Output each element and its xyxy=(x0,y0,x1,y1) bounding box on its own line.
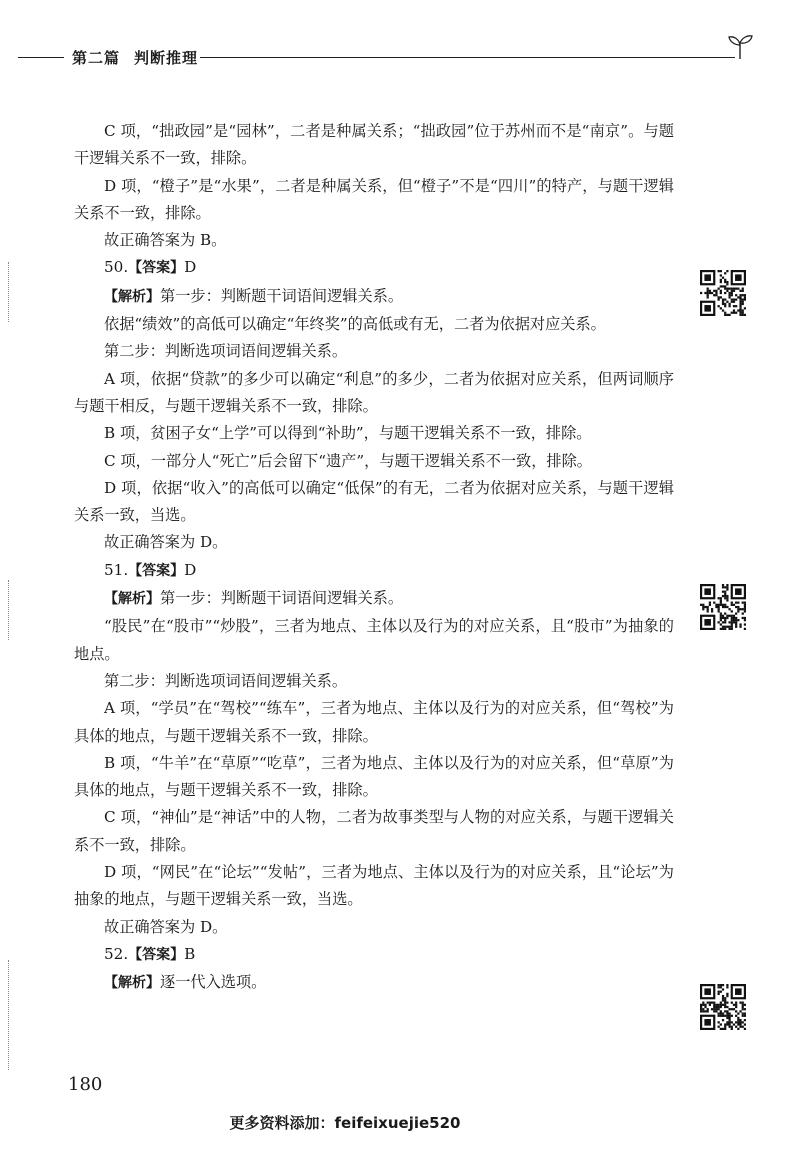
paragraph-text: D 项，“网民”在“论坛”“发帖”，三者为地点、主体以及行为的对应关系，且“论坛”为抽象的地点，与题干逻辑关系一致，当选。 xyxy=(74,863,674,909)
qr-code-icon xyxy=(700,270,746,316)
paragraph-text: “股民”在“股市”“炒股”，三者为地点、主体以及行为的对应关系，且“股市”为抽象的地点。 xyxy=(74,617,674,663)
header-section: 判断推理 xyxy=(134,49,199,67)
paragraph xyxy=(74,420,674,447)
paragraph-text: 依据“绩效”的高低可以确定“年终奖”的高低或有无，二者为依据对应关系。 xyxy=(104,315,606,334)
paragraph-text: 第二步：判断选项词语间逻辑关系。 xyxy=(104,671,347,690)
paragraph xyxy=(74,227,674,254)
header-rule-right xyxy=(200,57,735,58)
paragraph-text: 逐一代入选项。 xyxy=(160,973,267,992)
footer-note xyxy=(0,1112,800,1133)
paragraph xyxy=(74,118,674,173)
paragraph xyxy=(74,475,674,530)
header-title xyxy=(72,47,212,68)
footer-text: 更多资料添加：feifeixuejie520 xyxy=(229,1114,461,1132)
paragraph xyxy=(74,695,674,750)
paragraph-text: 故正确答案为 B。 xyxy=(104,231,227,250)
paragraph xyxy=(74,613,674,668)
paragraph-text: B xyxy=(184,944,196,963)
paragraph xyxy=(74,338,674,365)
paragraph-text: C 项，“神仙”是“神话”中的人物，二者为故事类型与人物的对应关系，与题干逻辑关系不一致，排除。 xyxy=(74,808,674,854)
paragraph-text: B 项，贫困子女“上学”可以得到“补助”，与题干逻辑关系不一致，排除。 xyxy=(104,424,592,443)
paragraph xyxy=(74,969,674,997)
question-number: 50. xyxy=(104,258,129,277)
paragraph xyxy=(74,941,674,969)
paragraph-text: C 项，一部分人“死亡”后会留下“遗产”，与题干逻辑关系不一致，排除。 xyxy=(104,451,592,470)
paragraph xyxy=(74,366,674,421)
answer-tag: 【答案】 xyxy=(128,260,185,277)
header-part: 第二篇 xyxy=(72,49,121,67)
analysis-tag: 【解析】 xyxy=(104,975,160,992)
scan-edge-mark xyxy=(8,960,9,1070)
qr-code-icon xyxy=(700,984,746,1030)
paragraph xyxy=(74,750,674,805)
paragraph xyxy=(74,859,674,914)
paragraph-text: D 项，“橙子”是“水果”，二者是种属关系，但“橙子”不是“四川”的特产，与题干逻辑关系不一致，排除。 xyxy=(74,176,674,222)
paragraph xyxy=(74,585,674,613)
running-header xyxy=(0,44,800,72)
paragraph xyxy=(74,529,674,556)
paragraph xyxy=(74,173,674,228)
paragraph-text: 故正确答案为 D。 xyxy=(104,917,228,936)
paragraph-text: 第一步：判断题干词语间逻辑关系。 xyxy=(160,589,403,608)
paragraph-text: A 项，“学员”在“驾校”“练车”，三者为地点、主体以及行为的对应关系，但“驾校”为具体的地点，与题干逻辑关系不一致，排除。 xyxy=(74,699,674,745)
answer-tag: 【答案】 xyxy=(128,946,185,963)
paragraph-text: C 项，“拙政园”是“园林”，二者是种属关系；“拙政园”位于苏州而不是“南京”。与题干逻辑关系不一致，排除。 xyxy=(74,122,674,168)
question-number: 51. xyxy=(104,560,129,579)
paragraph xyxy=(74,254,674,282)
paragraph-text: A 项，依据“贷款”的多少可以确定“利息”的多少，二者为依据对应关系，但两词顺序与题干相反，与题干逻辑关系不一致，排除。 xyxy=(74,369,674,415)
answer-explanation-body xyxy=(74,118,674,998)
paragraph xyxy=(74,668,674,695)
paragraph-text: 第一步：判断题干词语间逻辑关系。 xyxy=(160,286,403,305)
paragraph xyxy=(74,914,674,941)
page-number: 180 xyxy=(68,1074,103,1095)
paragraph-text: B 项，“牛羊”在“草原”“吃草”，三者为地点、主体以及行为的对应关系，但“草原”为具体的地点，与题干逻辑关系不一致，排除。 xyxy=(74,753,674,800)
paragraph-text: D xyxy=(184,258,197,277)
paragraph xyxy=(74,804,674,859)
paragraph xyxy=(74,283,674,311)
header-rule-left xyxy=(18,57,64,58)
qr-code-icon xyxy=(700,584,746,630)
paragraph-text: D xyxy=(184,560,197,579)
paragraph-text: 第二步：判断选项词语间逻辑关系。 xyxy=(104,342,347,361)
answer-tag: 【答案】 xyxy=(128,562,185,579)
paragraph-text: D 项，依据“收入”的高低可以确定“低保”的有无，二者为依据对应关系，与题干逻辑关系一致，当选。 xyxy=(74,478,674,525)
scan-edge-mark xyxy=(8,580,9,640)
paragraph xyxy=(74,557,674,585)
paragraph xyxy=(74,448,674,475)
scan-edge-mark xyxy=(8,262,9,322)
analysis-tag: 【解析】 xyxy=(104,288,160,305)
paragraph-text: 故正确答案为 D。 xyxy=(104,533,228,552)
paragraph xyxy=(74,311,674,338)
analysis-tag: 【解析】 xyxy=(104,591,160,608)
question-number: 52. xyxy=(104,944,129,963)
sprout-icon xyxy=(726,34,754,60)
